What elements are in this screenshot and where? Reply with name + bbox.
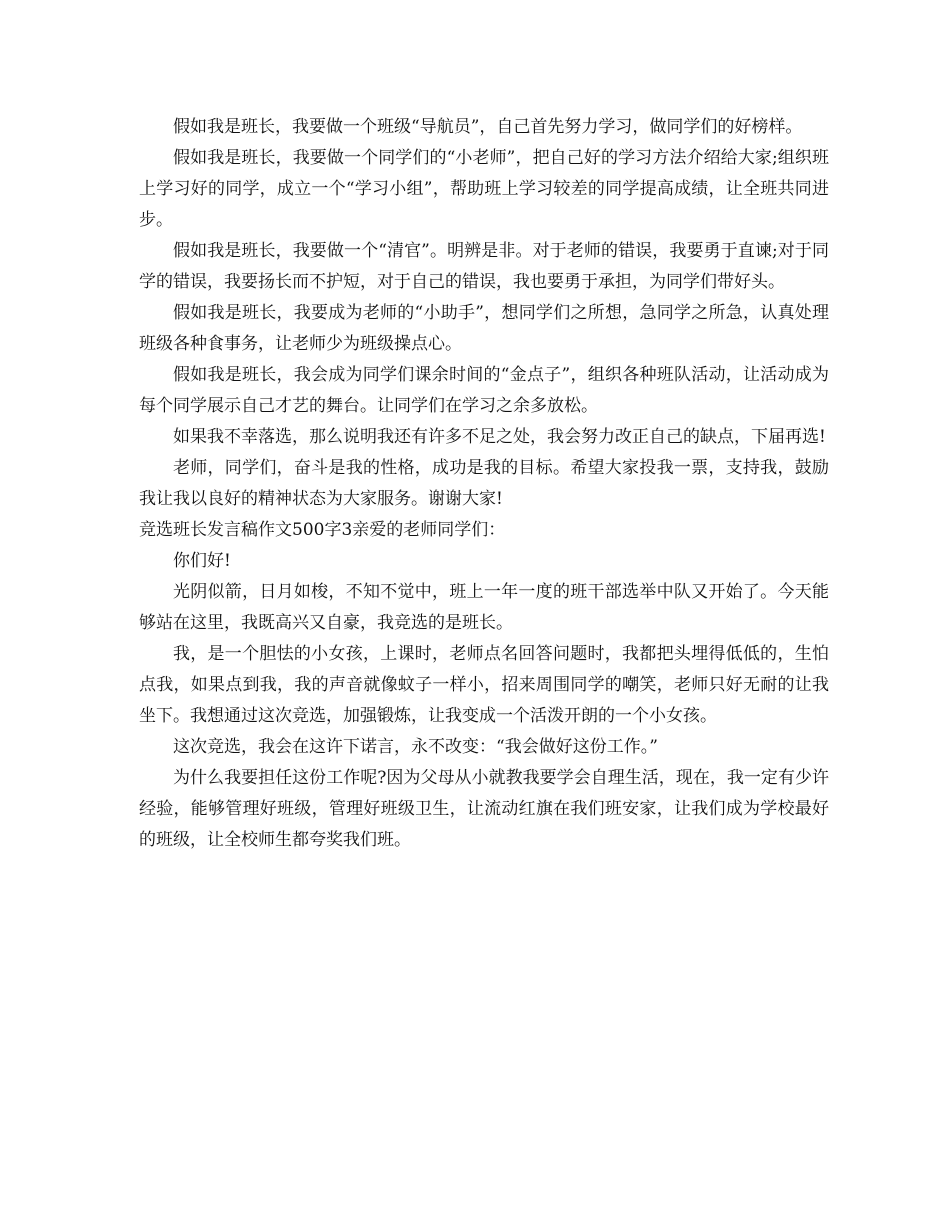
paragraph-4: 假如我是班长，我要成为老师的“小助手”，想同学们之所想，急同学之所急，认真处理班级各种食事务，让老师少为班级操点心。 — [139, 303, 829, 354]
paragraph-11: 我，是一个胆怯的小女孩，上课时，老师点名回答问题时，我都把头埋得低低的，生怕点我，如果点到我，我的声音就像蚊子一样小，招来周围同学的嘲笑，老师只好无耐的让我坐下。我想通过这次竞选，加强锻炼，让我变成一个活泼开朗的一个小女孩。 — [139, 644, 829, 726]
paragraph-10: 光阴似箭，日月如梭，不知不觉中，班上一年一度的班干部选举中队又开始了。今天能够站在这里，我既高兴又自豪，我竞选的是班长。 — [139, 582, 829, 633]
paragraph-5: 假如我是班长，我会成为同学们课余时间的“金点子”，组织各种班队活动，让活动成为每个同学展示自己才艺的舞台。让同学们在学习之余多放松。 — [139, 365, 829, 416]
paragraph-6: 如果我不幸落选，那么说明我还有许多不足之处，我会努力改正自己的缺点，下届再选! — [173, 427, 826, 447]
paragraph-2: 假如我是班长，我要做一个同学们的“小老师”，把自己好的学习方法介绍给大家;组织班上学习好的同学，成立一个“学习小组”，帮助班上学习较差的同学提高成绩，让全班共同进步。 — [139, 148, 829, 230]
document-body — [139, 112, 829, 856]
paragraph-12: 这次竞选，我会在这许下诺言，永不改变：“我会做好这份工作。” — [173, 737, 658, 757]
paragraph-13: 为什么我要担任这份工作呢?因为父母从小就教我要学会自理生活，现在，我一定有少许经验，能够管理好班级，管理好班级卫生，让流动红旗在我们班安家，让我们成为学校最好的班级，让全校师生都夸奖我们班。 — [139, 768, 829, 850]
paragraph-3: 假如我是班长，我要做一个“清官”。明辨是非。对于老师的错误，我要勇于直谏;对于同学的错误，我要扬长而不护短，对于自己的错误，我也要勇于承担，为同学们带好头。 — [139, 241, 829, 292]
paragraph-7: 老师，同学们，奋斗是我的性格，成功是我的目标。希望大家投我一票，支持我，鼓励我让我以良好的精神状态为大家服务。谢谢大家! — [139, 458, 829, 509]
essay-heading: 竞选班长发言稿作文500字3亲爱的老师同学们： — [139, 520, 506, 540]
paragraph-1: 假如我是班长，我要做一个班级“导航员”，自己首先努力学习，做同学们的好榜样。 — [173, 117, 803, 137]
greeting: 你们好! — [173, 551, 231, 571]
